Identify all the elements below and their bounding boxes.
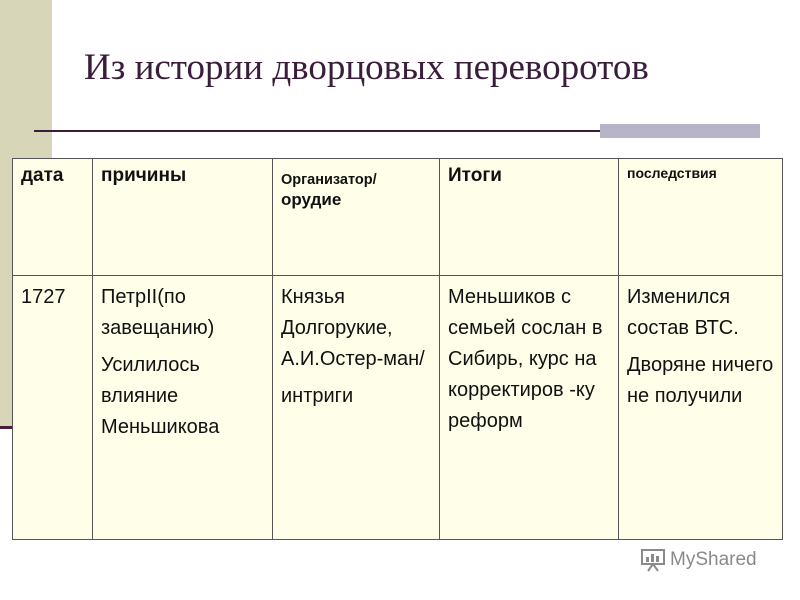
cell-consequences bbox=[619, 276, 783, 540]
history-table bbox=[12, 158, 783, 540]
cell-results bbox=[440, 276, 619, 540]
header-causes bbox=[93, 159, 273, 276]
cell-organizer bbox=[273, 276, 440, 540]
header-consequences bbox=[619, 159, 783, 276]
table-row bbox=[13, 276, 783, 540]
cell-consequences-p2: Дворяне ничего не получили bbox=[627, 354, 774, 407]
cell-causes-p1: ПетрII(по завещанию) bbox=[101, 286, 215, 339]
presentation-board-icon bbox=[640, 548, 666, 572]
header-consequences-label: последствия bbox=[627, 165, 717, 181]
cell-causes bbox=[93, 276, 273, 540]
watermark bbox=[640, 548, 757, 572]
header-organizer bbox=[273, 159, 440, 276]
slide-title: Из истории дворцовых переворотов bbox=[84, 47, 649, 88]
title-accent-block bbox=[600, 124, 760, 138]
header-results bbox=[440, 159, 619, 276]
header-date bbox=[13, 159, 93, 276]
header-organizer-line1: Организатор/ bbox=[281, 172, 377, 188]
header-date-label: дата bbox=[21, 165, 64, 186]
cell-results-p1: Меньшиков с семьей сослан в Сибирь, курс на корректиров -ку реформ bbox=[448, 286, 603, 432]
table-header-row bbox=[13, 159, 783, 276]
cell-consequences-p1: Изменился состав ВТС. bbox=[627, 286, 739, 339]
header-organizer-line2: орудие bbox=[281, 189, 342, 209]
header-causes-label: причины bbox=[101, 165, 187, 186]
header-results-label: Итоги bbox=[448, 165, 502, 186]
watermark-text: MyShared bbox=[670, 549, 757, 570]
cell-date: 1727 bbox=[13, 276, 93, 540]
cell-causes-p2: Усилилось влияние Меньшикова bbox=[101, 354, 220, 438]
cell-organizer-p1: Князья Долгорукие, А.И.Остер-ман/ bbox=[281, 286, 425, 370]
cell-organizer-p2: интриги bbox=[281, 385, 354, 407]
